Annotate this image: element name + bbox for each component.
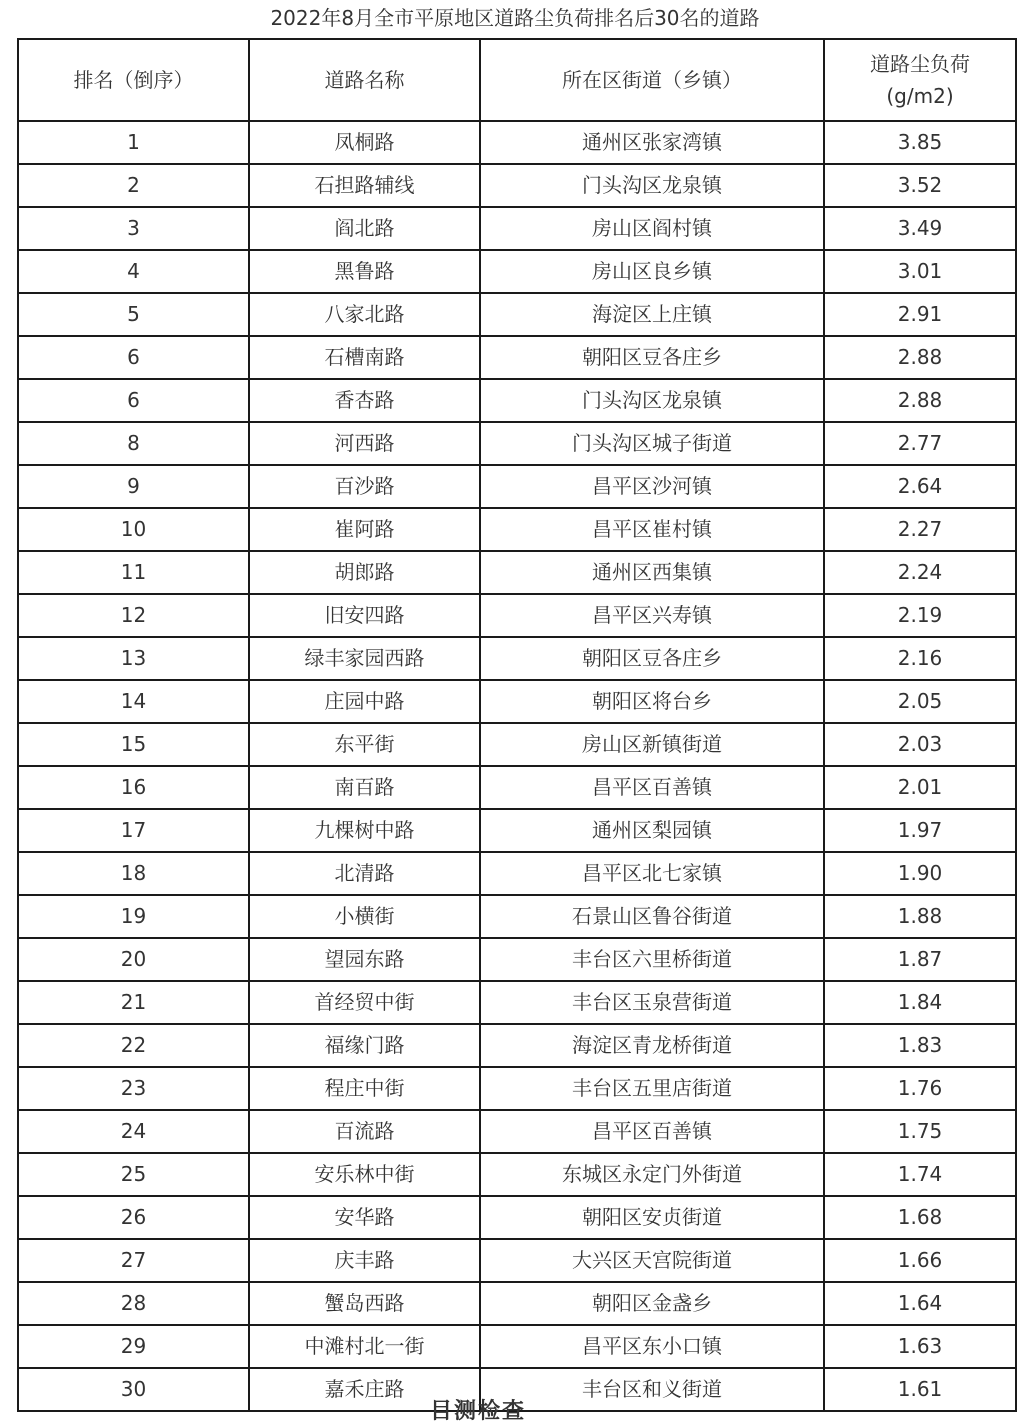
cell-district: 朝阳区金盏乡	[480, 1282, 824, 1325]
cell-district: 丰台区六里桥街道	[480, 938, 824, 981]
cell-road-name: 蟹岛西路	[249, 1282, 480, 1325]
cell-district: 朝阳区豆各庄乡	[480, 336, 824, 379]
cell-district: 海淀区青龙桥街道	[480, 1024, 824, 1067]
cell-district: 丰台区五里店街道	[480, 1067, 824, 1110]
table-header	[18, 39, 1016, 121]
cell-district: 昌平区百善镇	[480, 766, 824, 809]
cell-dust-load: 2.05	[824, 680, 1016, 723]
cell-road-name: 东平街	[249, 723, 480, 766]
cell-rank: 30	[18, 1368, 249, 1411]
cell-district: 门头沟区城子街道	[480, 422, 824, 465]
cell-road-name: 嘉禾庄路	[249, 1368, 480, 1411]
cell-road-name: 安乐林中街	[249, 1153, 480, 1196]
cell-rank: 17	[18, 809, 249, 852]
cell-dust-load: 2.16	[824, 637, 1016, 680]
cell-rank: 21	[18, 981, 249, 1024]
cell-road-name: 首经贸中街	[249, 981, 480, 1024]
cell-rank: 5	[18, 293, 249, 336]
cell-district: 房山区良乡镇	[480, 250, 824, 293]
cell-dust-load: 3.49	[824, 207, 1016, 250]
cell-dust-load: 2.88	[824, 336, 1016, 379]
table-row	[18, 1024, 1016, 1067]
table-row	[18, 508, 1016, 551]
dust-load-ranking-table	[17, 38, 1017, 1412]
header-dust-load-unit: (g/m2)	[886, 84, 954, 108]
cell-dust-load: 3.52	[824, 164, 1016, 207]
table-row	[18, 895, 1016, 938]
table-row	[18, 379, 1016, 422]
cell-road-name: 河西路	[249, 422, 480, 465]
cell-dust-load: 2.19	[824, 594, 1016, 637]
cell-district: 昌平区崔村镇	[480, 508, 824, 551]
table-row	[18, 551, 1016, 594]
cell-road-name: 庆丰路	[249, 1239, 480, 1282]
cell-dust-load: 2.03	[824, 723, 1016, 766]
cell-dust-load: 1.63	[824, 1325, 1016, 1368]
cell-rank: 28	[18, 1282, 249, 1325]
table-row	[18, 465, 1016, 508]
cell-rank: 6	[18, 379, 249, 422]
cell-road-name: 阎北路	[249, 207, 480, 250]
header-dust-load	[824, 39, 1016, 121]
cell-rank: 16	[18, 766, 249, 809]
cell-road-name: 中滩村北一街	[249, 1325, 480, 1368]
cell-rank: 29	[18, 1325, 249, 1368]
cell-district: 通州区梨园镇	[480, 809, 824, 852]
cell-rank: 8	[18, 422, 249, 465]
cell-rank: 25	[18, 1153, 249, 1196]
cell-rank: 24	[18, 1110, 249, 1153]
cell-road-name: 九棵树中路	[249, 809, 480, 852]
cell-dust-load: 1.66	[824, 1239, 1016, 1282]
cell-dust-load: 1.97	[824, 809, 1016, 852]
table-body	[18, 121, 1016, 1411]
cell-rank: 19	[18, 895, 249, 938]
table-row	[18, 207, 1016, 250]
cell-road-name: 庄园中路	[249, 680, 480, 723]
cell-rank: 10	[18, 508, 249, 551]
cell-rank: 27	[18, 1239, 249, 1282]
cell-district: 海淀区上庄镇	[480, 293, 824, 336]
cell-road-name: 黑鲁路	[249, 250, 480, 293]
cell-dust-load: 1.74	[824, 1153, 1016, 1196]
table-row	[18, 1239, 1016, 1282]
header-row	[18, 39, 1016, 121]
cell-rank: 15	[18, 723, 249, 766]
cell-district: 通州区张家湾镇	[480, 121, 824, 164]
table-row	[18, 594, 1016, 637]
cell-dust-load: 1.75	[824, 1110, 1016, 1153]
cell-rank: 4	[18, 250, 249, 293]
cell-dust-load: 1.88	[824, 895, 1016, 938]
cell-district: 朝阳区将台乡	[480, 680, 824, 723]
cell-dust-load: 2.01	[824, 766, 1016, 809]
cell-rank: 1	[18, 121, 249, 164]
cell-district: 通州区西集镇	[480, 551, 824, 594]
table-row	[18, 680, 1016, 723]
table-row	[18, 422, 1016, 465]
table-row	[18, 723, 1016, 766]
cell-dust-load: 1.83	[824, 1024, 1016, 1067]
cell-dust-load: 1.64	[824, 1282, 1016, 1325]
cell-dust-load: 1.90	[824, 852, 1016, 895]
cell-rank: 23	[18, 1067, 249, 1110]
cell-road-name: 八家北路	[249, 293, 480, 336]
cell-rank: 6	[18, 336, 249, 379]
table-row	[18, 938, 1016, 981]
cell-rank: 22	[18, 1024, 249, 1067]
next-section-heading: 目测检查	[430, 1399, 527, 1424]
table-row	[18, 121, 1016, 164]
cell-dust-load: 1.68	[824, 1196, 1016, 1239]
cell-district: 朝阳区豆各庄乡	[480, 637, 824, 680]
cell-district: 大兴区天宫院街道	[480, 1239, 824, 1282]
cell-rank: 20	[18, 938, 249, 981]
cell-road-name: 安华路	[249, 1196, 480, 1239]
header-district: 所在区街道（乡镇）	[480, 39, 824, 121]
cell-road-name: 福缘门路	[249, 1024, 480, 1067]
cell-district: 昌平区兴寿镇	[480, 594, 824, 637]
cell-road-name: 石担路辅线	[249, 164, 480, 207]
table-row	[18, 1067, 1016, 1110]
cell-rank: 14	[18, 680, 249, 723]
cell-rank: 18	[18, 852, 249, 895]
cell-road-name: 石槽南路	[249, 336, 480, 379]
cell-district: 门头沟区龙泉镇	[480, 164, 824, 207]
cell-district: 丰台区玉泉营街道	[480, 981, 824, 1024]
table-row	[18, 809, 1016, 852]
cell-rank: 3	[18, 207, 249, 250]
cell-district: 房山区阎村镇	[480, 207, 824, 250]
table-row	[18, 637, 1016, 680]
cell-dust-load: 1.76	[824, 1067, 1016, 1110]
cell-rank: 13	[18, 637, 249, 680]
cell-dust-load: 2.77	[824, 422, 1016, 465]
table-row	[18, 1110, 1016, 1153]
cell-rank: 9	[18, 465, 249, 508]
cell-road-name: 凤桐路	[249, 121, 480, 164]
cell-dust-load: 2.88	[824, 379, 1016, 422]
table-title: 2022年8月全市平原地区道路尘负荷排名后30名的道路	[270, 6, 760, 30]
cell-dust-load: 2.27	[824, 508, 1016, 551]
cell-dust-load: 1.61	[824, 1368, 1016, 1411]
header-dust-load-label: 道路尘负荷	[870, 52, 970, 76]
cell-road-name: 百沙路	[249, 465, 480, 508]
table-row	[18, 336, 1016, 379]
cell-district: 朝阳区安贞街道	[480, 1196, 824, 1239]
cell-rank: 12	[18, 594, 249, 637]
cell-dust-load: 1.84	[824, 981, 1016, 1024]
table-row	[18, 1153, 1016, 1196]
cell-road-name: 南百路	[249, 766, 480, 809]
cell-district: 昌平区东小口镇	[480, 1325, 824, 1368]
table-row	[18, 250, 1016, 293]
cell-dust-load: 2.64	[824, 465, 1016, 508]
cell-road-name: 北清路	[249, 852, 480, 895]
cell-district: 石景山区鲁谷街道	[480, 895, 824, 938]
next-section-heading-cutoff	[430, 1399, 600, 1424]
cell-road-name: 程庄中街	[249, 1067, 480, 1110]
cell-road-name: 小横街	[249, 895, 480, 938]
cell-road-name: 胡郎路	[249, 551, 480, 594]
table-row	[18, 1196, 1016, 1239]
cell-district: 昌平区北七家镇	[480, 852, 824, 895]
cell-dust-load: 2.24	[824, 551, 1016, 594]
cell-road-name: 旧安四路	[249, 594, 480, 637]
cell-district: 丰台区和义街道	[480, 1368, 824, 1411]
cell-road-name: 绿丰家园西路	[249, 637, 480, 680]
cell-dust-load: 1.87	[824, 938, 1016, 981]
cell-rank: 26	[18, 1196, 249, 1239]
cell-district: 昌平区沙河镇	[480, 465, 824, 508]
cell-road-name: 香杏路	[249, 379, 480, 422]
cell-district: 东城区永定门外街道	[480, 1153, 824, 1196]
cell-road-name: 崔阿路	[249, 508, 480, 551]
cell-dust-load: 3.01	[824, 250, 1016, 293]
table-row	[18, 766, 1016, 809]
table-row	[18, 164, 1016, 207]
header-rank: 排名（倒序）	[18, 39, 249, 121]
table-row	[18, 1325, 1016, 1368]
cell-district: 房山区新镇街道	[480, 723, 824, 766]
cell-district: 门头沟区龙泉镇	[480, 379, 824, 422]
header-road-name: 道路名称	[249, 39, 480, 121]
cell-dust-load: 2.91	[824, 293, 1016, 336]
cell-road-name: 望园东路	[249, 938, 480, 981]
cell-road-name: 百流路	[249, 1110, 480, 1153]
cell-rank: 11	[18, 551, 249, 594]
cell-dust-load: 3.85	[824, 121, 1016, 164]
cell-rank: 2	[18, 164, 249, 207]
table-row	[18, 1282, 1016, 1325]
table-row	[18, 852, 1016, 895]
table-row	[18, 293, 1016, 336]
table-row	[18, 981, 1016, 1024]
cell-district: 昌平区百善镇	[480, 1110, 824, 1153]
